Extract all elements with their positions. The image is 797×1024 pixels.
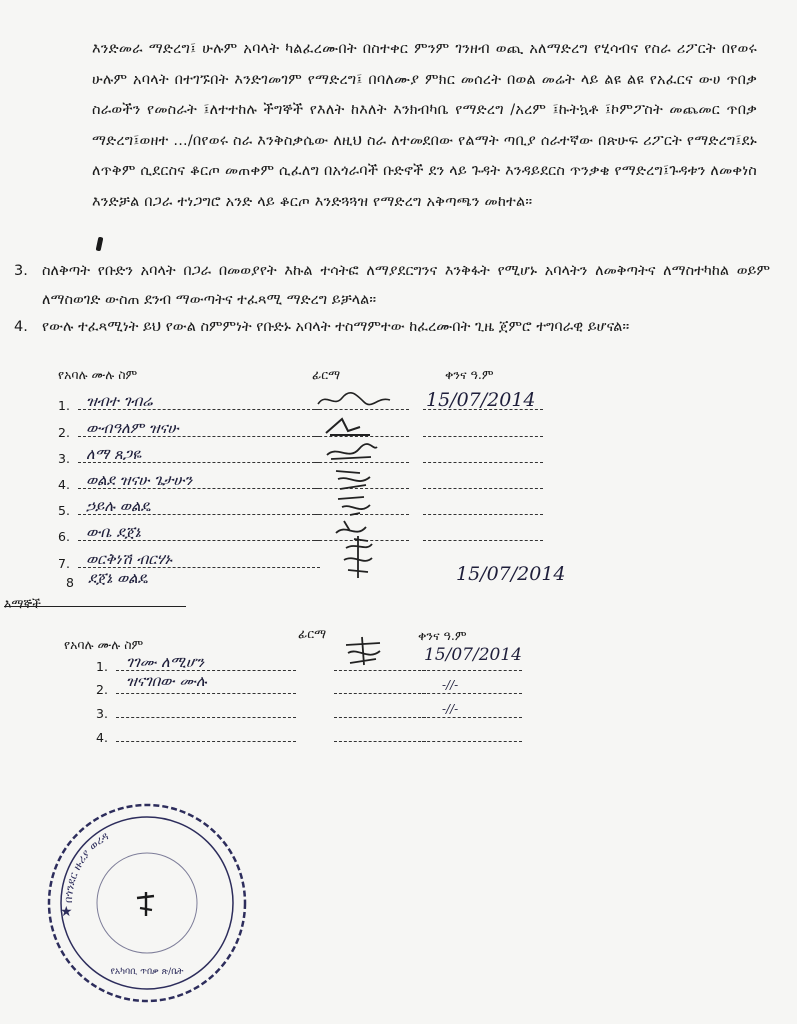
member-number: 8 [66, 575, 74, 590]
member-number: 6. [58, 529, 70, 544]
member-name: ወልደ ዝናሁ ጌታሁን [86, 471, 193, 489]
member-row [58, 419, 758, 447]
member-signature [330, 493, 380, 519]
member-name: ወርቅነሽ ብርሃኑ [86, 550, 172, 568]
member-number: 4. [58, 477, 70, 492]
witness-date: -//- [442, 678, 459, 692]
member-signature [323, 441, 383, 465]
members-name-header: የአባሉ ሙሉ ስም [58, 367, 138, 382]
member-name: ኃይሉ ወልዴ [86, 497, 151, 515]
witness-name: ዝናገበው ሙሉ [126, 672, 207, 690]
member-row [58, 523, 758, 551]
witness-number: 2. [96, 682, 108, 697]
official-seal [42, 798, 252, 1008]
witness-row [96, 730, 756, 752]
member-name: ዝብተ ገብሬ [86, 392, 153, 410]
member-name: ለማ ጸጋዬ [86, 445, 142, 463]
clause-4-text: የውሉ ተፈጻሚነት ይህ የውል ስምምነት የቡድኑ አባላት ተስማምተው ከፈረሙበት ጊዜ ጀምሮ ተግባራዊ ይሆናል። [42, 319, 630, 335]
member-row [58, 445, 758, 473]
member-number: 2. [58, 425, 70, 440]
members-signature-header: ፊርማ [312, 367, 341, 382]
member-row [58, 389, 758, 420]
obligations-paragraph: እንድመራ ማድረግ፤ ሁሉም አባላት ካልፈረሙበት በስተቀር ምንም ገንዘብ ወጪ አለማድረግ የሂሳብና የስራ ሪፖርት በየወሩ ሁሉም አባላት በተገኙበት እንድገመገም የማድረግ፤ በባለሙያ ምክር መሰረት በወል መሬት ላይ ልዩ ልዩ የአፈርና ውሀ ጥበቃ ስራወችን የመስራት ፤ለተተከሉ ችግኞች የእለት ከእለት እንክብካቤ የማድረግ /አረም ፤ኩትኳቶ ፤ኮምፖስት መጨመር ጥበቃ ማድረግ፤ወዘተ .../በየወሩ ስራ እንቅስቃሴው ለዚህ ስራ ለተመደበው የልማት ጣቢያ ሰራተኛው በጽሁፍ ሪፖርት የማድረግ፤ደኑ ለጥቅም ሲደርስና ቆርጦ መጠቀም ሲፈለግ በአጎራባች ቡድኖች ደን ላይ ጉዳት እንዳይደርስ ጥንቃቄ የማድረግ፤ጉዳቱን ለመቀነስ እንድቻል በጋራ ተነጋግሮ አንድ ላይ ቆርጦ እንድጓጓዝ የማድረግ አቅጣጫን መከተል። [92, 41, 757, 210]
member-name: ውቤ ደጀኔ [86, 523, 141, 541]
member-row [58, 497, 758, 525]
witness-row [96, 702, 756, 728]
witness-number: 1. [96, 659, 108, 674]
witnesses-underline [4, 606, 186, 607]
member-number: 7. [58, 556, 70, 571]
member-row [58, 471, 758, 499]
member-date: 15/07/2014 [456, 563, 566, 585]
member-signature [330, 467, 380, 493]
witness-name: ገገሙ ለሚሆን [126, 653, 204, 671]
witness-signature [340, 635, 390, 669]
witness-date: 15/07/2014 [424, 645, 522, 665]
svg-text:★: ★ [60, 904, 73, 920]
witness-number: 4. [96, 730, 108, 745]
member-number: 1. [58, 398, 70, 413]
ink-mark [96, 237, 104, 252]
witness-date-header: ቀንና ዓ.ም [418, 628, 467, 643]
seal-text-bottom: የአካባቢ ጥበቃ ጽ/ቤት [110, 967, 184, 977]
member-row [58, 563, 758, 597]
witness-signature-header: ፊርማ [298, 626, 327, 641]
member-name: ውብዓለም ዝናሁ [86, 419, 179, 437]
clause-3-text: ስለቅጣት የቡድን አባላት በጋራ በመወያየት እኩል ተሳትፎ ለማያደርግንና እንቅፋት የሚሆኑ አባላትን ለመቅጣትና ለማስተካከል ወይም ለማስወገድ ውስጠ ደንብ ማውጣትና ተፈጻሚ ማድረግ ይቻላል። [42, 263, 770, 308]
member-signature [316, 390, 396, 412]
member-signature [320, 415, 380, 439]
members-date-header: ቀንና ዓ.ም [445, 367, 494, 382]
witness-number: 3. [96, 706, 108, 721]
witness-name-header: የአባሉ ሙሉ ስም [64, 637, 144, 652]
member-number: 3. [58, 451, 70, 466]
witness-row [96, 672, 756, 704]
seal-text-arc: በጎንደር ዙሪያ ወረዳ [61, 829, 112, 904]
witness-date: -//- [442, 702, 459, 716]
member-name: ደጀኔ ወልዴ [88, 569, 148, 587]
clause-3-number: 3. [14, 263, 28, 279]
clause-4-number: 4. [14, 319, 28, 335]
member-number: 5. [58, 503, 70, 518]
witnesses-title: እማኞች [4, 596, 42, 611]
member-date: 15/07/2014 [426, 389, 536, 411]
